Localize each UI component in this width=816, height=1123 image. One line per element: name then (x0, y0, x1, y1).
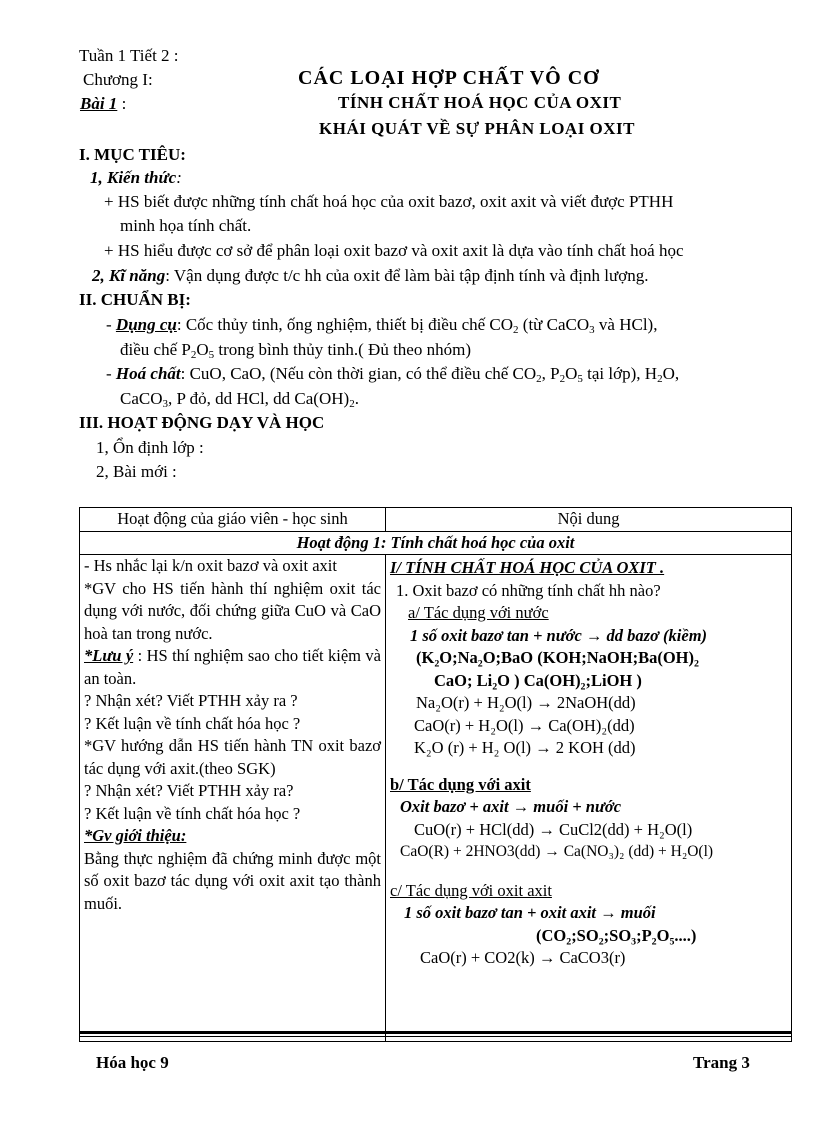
note-text: : HS thí nghiệm sao cho tiết kiệm và an toàn. (84, 646, 381, 688)
chemicals-line-2 (120, 389, 359, 409)
table-header-left: Hoạt động của giáo viên - học sinh (80, 508, 386, 532)
teacher-student-column (80, 555, 386, 1042)
knowledge-label: 1, Kiến thức (90, 168, 177, 187)
left-para (84, 645, 381, 690)
tools-line: - Dụng cụ: Cốc thủy tinh, ống nghiệm, thiết bị điều chế $CO_2$ (từ CaCO$_3$ và HCl), (106, 315, 658, 336)
left-para: ? Kết luận về tính chất hóa học ? (84, 713, 301, 733)
sub-3: 3 (589, 324, 595, 336)
table-content-row (80, 555, 792, 1042)
content-equation-a2: CaO(r) + H₂O(l) → Ca(OH)₂(dd) (414, 715, 635, 735)
tools-line2-a: điều chế P (120, 340, 191, 359)
left-para: *Gv giới thiệu: (84, 826, 187, 845)
sub-2: 2 (513, 324, 519, 336)
content-question: 1. Oxit bazơ có những tính chất hh nào? (396, 580, 661, 600)
table-header-right: Nội dung (386, 508, 792, 532)
content-equation-a1: Na₂O(r) + H₂O(l) → 2NaOH(dd) (416, 693, 636, 712)
lesson-label-line (80, 94, 126, 114)
left-para: *GV hướng dẫn HS tiến hành TN oxit bazơ tác dụng với axit.(theo SGK) (84, 736, 381, 778)
chem-line2-c: . (354, 389, 359, 408)
content-rule-c: 1 số oxit bazơ tan + oxit axit → muối (404, 903, 656, 922)
knowledge-item-1-cont: minh họa tính chất. (120, 216, 252, 235)
tools-text-c: và HCl), (594, 315, 658, 334)
note-label: *Lưu ý (84, 646, 134, 665)
knowledge-item-2: + HS hiểu được cơ sở để phân loại oxit bazơ và oxit axit là dựa vào tính chất hoá học (104, 241, 684, 260)
chemicals-line: - Hoá chất: CuO, CaO, (Nếu còn thời gian, có thể điều chế $CO_2$, $P_2O_5$ tại lớp), $H_2O$, (106, 364, 680, 385)
lesson-title-1: TÍNH CHẤT HOÁ HỌC CỦA OXIT (338, 93, 622, 112)
tools-label: Dụng cụ (115, 315, 177, 334)
lesson-label: Bài 1 (80, 94, 118, 113)
week-label: Tuần 1 Tiết 2 : (79, 46, 179, 65)
sub-2: 2 (559, 373, 566, 385)
chem-line2-a: CaCO (120, 389, 163, 408)
content-equation-c1: CaO(r) + CO2(k) → CaCO3(r) (420, 948, 626, 967)
left-para: Bằng thực nghiệm đã chứng minh được một số oxit bazơ tác dụng với oxit axit tạo thành muối. (84, 848, 381, 913)
activities-heading: III. HOẠT ĐỘNG DẠY VÀ HỌC (79, 413, 325, 432)
chem-text-e: O, (662, 364, 680, 383)
sub-3: 3 (162, 398, 168, 410)
tools-line2-b: O (196, 340, 209, 359)
content-rule-a: 1 số oxit bazơ tan + nước → dd bazơ (kiềm) (410, 625, 708, 645)
left-para: - Hs nhắc lại k/n oxit bazơ và oxit axit (84, 556, 337, 575)
content-label-a: a/ Tác dụng với nước (408, 603, 549, 622)
content-equation-b2: CaO(R) + 2HNO3(dd) → Ca(NO₃)₂ (dd) + H₂O(l) (400, 843, 714, 860)
preparation-heading: II. CHUẨN BỊ: (79, 290, 191, 309)
content-equation-b1: CuO(r) + HCl(dd) → CuCl2(dd) + H₂O(l) (414, 819, 693, 839)
tools-text-b: (từ CaCO (518, 315, 590, 334)
sub-2: 2 (190, 349, 197, 361)
activity-step-1: 1, Ổn định lớp : (96, 438, 204, 457)
content-label-c: c/ Tác dụng với oxit axit (390, 880, 552, 900)
left-para: ? Kết luận về tính chất hóa học ? (84, 803, 301, 823)
content-heading: I/ TÍNH CHẤT HOÁ HỌC CỦA OXIT . (390, 558, 665, 577)
chem-text-c: O (565, 364, 578, 383)
spacer (390, 760, 787, 774)
sub-2: 2 (536, 373, 542, 385)
content-example-a2: CaO; Li₂O ) Ca(OH)₂;LiOH ) (434, 670, 642, 690)
chem-text-b: , P (541, 364, 560, 383)
content-equation-a3: K₂O (r) + H₂ O(l) → 2 KOH (dd) (414, 738, 636, 757)
content-example-c: (CO₂;SO₂;SO₃;P₂O₅....) (536, 925, 697, 945)
chapter-title: CÁC LOẠI HỢP CHẤT VÔ CƠ (298, 67, 600, 89)
spacer (390, 864, 787, 880)
lesson-table (79, 507, 792, 1042)
sub-5: 5 (208, 349, 215, 361)
skill-text: : Vận dụng được t/c hh của oxit để làm bài tập định tính và định lượng. (165, 266, 649, 285)
sub-2: 2 (349, 398, 355, 410)
table-header-row (80, 508, 792, 532)
chem-line2-b: , P đỏ, dd HCl, dd Ca(OH) (168, 389, 350, 408)
content-example-a1: (K₂O;Na₂O;BaO (KOH;NaOH;Ba(OH)₂ (416, 648, 699, 667)
objectives-heading: I. MỤC TIÊU: (79, 145, 186, 164)
content-rule-b: Oxit bazơ + axit → muối + nước (400, 797, 622, 816)
skill-label: 2, Kĩ năng (92, 266, 166, 285)
chem-text-d: tại lớp), H (582, 364, 658, 383)
activity-step-2: 2, Bài mới : (96, 462, 177, 481)
left-para: ? Nhận xét? Viết PTHH xảy ra ? (84, 691, 298, 710)
knowledge-item-1: + HS biết được những tính chất hoá học của oxit bazơ, oxit axit và viết được PTHH (104, 192, 674, 211)
footer-page (693, 1053, 750, 1073)
table-section-row (80, 531, 792, 555)
content-label-b: b/ Tác dụng với axit (390, 774, 531, 794)
sub-2: 2 (657, 373, 663, 385)
lesson-colon: : (121, 94, 127, 113)
left-para: ? Nhận xét? Viết PTHH xảy ra? (84, 781, 294, 800)
footer-page-number: 3 (741, 1053, 750, 1072)
skill-line (92, 266, 648, 286)
knowledge-colon: : (176, 168, 182, 187)
lesson-title-2: KHÁI QUÁT VỀ SỰ PHÂN LOẠI OXIT (319, 119, 636, 138)
chem-text-a: : CuO, CaO, (Nếu còn thời gian, có thể điều chế CO (180, 364, 537, 383)
footer-subject: Hóa học 9 (96, 1053, 169, 1072)
tools-text-a: : Cốc thủy tinh, ống nghiệm, thiết bị điều chế CO (176, 315, 514, 334)
knowledge-line (90, 168, 182, 188)
content-column (386, 555, 792, 1042)
left-para: *GV cho HS tiến hành thí nghiệm oxit tác dụng với nước, đối chứng giữa CuO và CaO hoà tan trong nước. (84, 578, 381, 643)
chemicals-label: Hoá chất (115, 364, 181, 383)
tools-line2-c: trong bình thủy tinh.( Đủ theo nhóm) (214, 340, 471, 359)
sub-5: 5 (577, 373, 583, 385)
footer-rule-thick (79, 1031, 791, 1034)
chapter-label: Chương I: (83, 70, 153, 89)
footer-page-label: Trang (693, 1053, 742, 1072)
footer-rule-thin (79, 1036, 791, 1037)
tools-line-2 (120, 340, 471, 360)
table-section-title: Hoạt động 1: Tính chất hoá học của oxit (80, 531, 792, 555)
